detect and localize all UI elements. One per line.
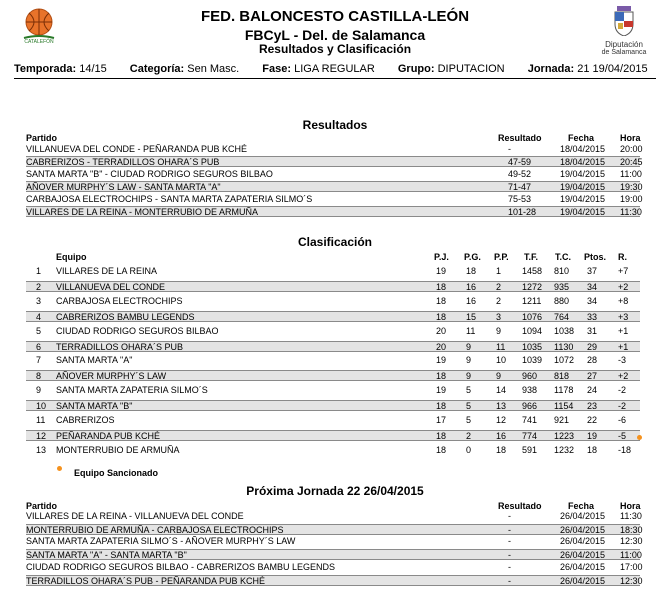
- standing-points-for: 966: [522, 401, 538, 412]
- match-teams: VILLARES DE LA REINA - VILLANUEVA DEL CONDE: [26, 511, 244, 521]
- standing-won: 5: [466, 385, 472, 396]
- standing-points-for: 1458: [522, 266, 543, 276]
- proxima-header-partido: Partido: [26, 501, 58, 511]
- match-teams: SANTA MARTA ZAPATERIA SILMO´S - AÑOVER MURPHY´S LAW: [26, 536, 296, 547]
- diputacion-logo-line1: Diputación: [605, 40, 643, 49]
- match-date: 19/04/2015: [560, 168, 606, 179]
- standing-position: 4: [36, 311, 42, 322]
- standing-streak: -5: [618, 430, 627, 441]
- standing-points-against: 1232: [554, 444, 575, 455]
- standing-row: [26, 341, 640, 352]
- standing-team: CIUDAD RODRIGO SEGUROS BILBAO: [56, 325, 219, 336]
- result-row: [26, 169, 640, 180]
- standing-streak: +1: [618, 341, 629, 352]
- match-teams: TERRADILLOS OHARA´S PUB - PEÑARANDA PUB KCHÉ: [26, 575, 266, 586]
- standing-won: 9: [466, 355, 472, 366]
- standing-points-against: 921: [554, 415, 570, 425]
- standing-points-against: 1130: [554, 341, 574, 352]
- match-score: -: [508, 561, 511, 572]
- standing-points-for: 1039: [522, 355, 543, 366]
- match-date: 19/04/2015: [560, 207, 606, 217]
- resultados-header-fecha: Fecha: [568, 133, 595, 143]
- standing-row: [26, 355, 640, 366]
- standing-streak: +2: [618, 281, 629, 292]
- resultados-header-hora: Hora: [620, 133, 641, 143]
- match-teams: CABRERIZOS - TERRADILLOS OHARA´S PUB: [26, 157, 220, 168]
- standing-position: 8: [36, 371, 42, 382]
- match-date: 18/04/2015: [560, 144, 606, 154]
- result-row: [26, 156, 643, 168]
- federation-logo-text: CATALEFÓN: [24, 39, 54, 45]
- standing-team: VILLANUEVA DEL CONDE: [56, 281, 166, 292]
- standing-team: AÑOVER MURPHY´S LAW: [56, 371, 167, 382]
- standing-won: 15: [466, 311, 477, 322]
- standing-won: 16: [466, 295, 477, 306]
- standing-won: 9: [466, 341, 472, 352]
- standing-played: 18: [436, 371, 447, 382]
- standing-team: SANTA MARTA ZAPATERIA SILMO´S: [56, 385, 208, 396]
- upcoming-match-row: [26, 549, 640, 560]
- upcoming-match-row: [26, 561, 643, 573]
- standing-lost: 12: [496, 415, 507, 425]
- standing-row: [26, 281, 640, 292]
- match-score: 75-53: [508, 193, 532, 204]
- match-date: 26/04/2015: [560, 536, 606, 547]
- result-row: [26, 144, 643, 155]
- standing-played: 19: [436, 266, 447, 276]
- match-score: 71-47: [508, 182, 532, 193]
- standing-points: 27: [587, 371, 598, 382]
- clasificacion-title: Clasificación: [297, 235, 373, 249]
- diputacion-logo-line2: de Salamanca: [601, 49, 647, 56]
- standing-points-against: 880: [554, 295, 570, 306]
- standing-points-for: 938: [522, 385, 538, 396]
- standing-won: 16: [466, 281, 477, 292]
- standing-played: 19: [436, 355, 447, 366]
- standing-points: 31: [587, 325, 598, 336]
- standing-streak: +7: [618, 266, 629, 276]
- standing-team: SANTA MARTA "B": [56, 401, 133, 412]
- standing-lost: 9: [496, 371, 502, 382]
- standing-row: [26, 445, 640, 456]
- fase-value: LIGA REGULAR: [294, 63, 375, 75]
- standing-streak: -3: [618, 355, 627, 366]
- standing-won: 11: [466, 325, 476, 336]
- match-teams: SANTA MARTA "A" - SANTA MARTA "B": [26, 550, 187, 561]
- legend-sanctioned-marker-icon: [57, 466, 62, 471]
- resultados-title: Resultados: [302, 118, 368, 132]
- match-score: -: [508, 511, 511, 521]
- standing-points-against: 1178: [554, 385, 574, 396]
- clasif-header-tf: T.F.: [524, 252, 539, 262]
- document-title: Resultados y Clasificación: [258, 42, 412, 56]
- standing-position: 9: [36, 385, 42, 396]
- match-time: 12:30: [620, 575, 643, 586]
- delegation-title: FBCyL - Del. de Salamanca: [244, 27, 426, 43]
- upcoming-match-row: [26, 511, 640, 522]
- standing-position: 12: [36, 430, 47, 441]
- standing-points: 29: [587, 341, 598, 352]
- standing-row: [26, 326, 640, 337]
- match-time: 18:30: [620, 524, 643, 535]
- standing-played: 18: [436, 295, 447, 306]
- standing-row: [26, 311, 640, 322]
- temporada-label: Temporada:: [14, 63, 77, 75]
- standing-points: 33: [587, 311, 598, 322]
- standing-row: [26, 400, 640, 411]
- standing-lost: 14: [496, 385, 507, 396]
- standing-points: 23: [587, 401, 598, 412]
- result-row: [26, 181, 643, 193]
- proxima-header-resultado: Resultado: [498, 501, 542, 511]
- standing-streak: +1: [618, 325, 629, 336]
- standing-points-against: 1154: [554, 401, 574, 412]
- standing-points: 22: [587, 415, 598, 425]
- match-score: -: [508, 524, 511, 535]
- standing-row: [26, 370, 640, 381]
- standing-played: 20: [436, 325, 447, 336]
- resultados-header-partido: Partido: [26, 133, 58, 143]
- standing-points: 24: [587, 385, 598, 396]
- standing-team: VILLARES DE LA REINA: [56, 266, 158, 276]
- standing-won: 2: [466, 430, 472, 441]
- grupo-label: Grupo:: [397, 63, 435, 75]
- match-date: 26/04/2015: [560, 575, 606, 586]
- match-date: 26/04/2015: [560, 550, 606, 561]
- standing-points-for: 591: [522, 444, 538, 455]
- standing-played: 18: [436, 311, 447, 322]
- standing-streak: -6: [618, 415, 627, 425]
- standing-won: 9: [466, 371, 472, 382]
- match-teams: VILLANUEVA DEL CONDE - PEÑARANDA PUB KCHÉ: [26, 144, 248, 154]
- standing-points-against: 1072: [554, 355, 575, 366]
- proxima-header-fecha: Fecha: [568, 501, 595, 511]
- match-score: 49-52: [508, 168, 532, 179]
- standing-position: 3: [36, 295, 42, 306]
- standing-lost: 13: [496, 401, 507, 412]
- standing-streak: -18: [618, 444, 632, 455]
- standing-points-for: 774: [522, 430, 538, 441]
- upcoming-match-row: [26, 536, 643, 547]
- standing-position: 6: [36, 341, 42, 352]
- standing-points-against: 1038: [554, 325, 575, 336]
- match-teams: AÑOVER MURPHY´S LAW - SANTA MARTA "A": [26, 182, 221, 193]
- standing-row: [26, 266, 640, 277]
- standing-lost: 11: [496, 341, 506, 352]
- categoria-label: Categoría:: [129, 63, 185, 75]
- legend-sanctioned-label: Equipo Sancionado: [74, 468, 159, 478]
- standing-team: MONTERRUBIO DE ARMUÑA: [56, 444, 180, 455]
- match-score: 101-28: [508, 207, 537, 217]
- match-date: 26/04/2015: [560, 561, 606, 572]
- match-time: 19:30: [620, 182, 643, 193]
- resultados-header-resultado: Resultado: [498, 133, 542, 143]
- standing-points-for: 741: [522, 415, 538, 425]
- standing-streak: +3: [618, 311, 629, 322]
- standing-played: 20: [436, 341, 447, 352]
- match-teams: CARBAJOSA ELECTROCHIPS - SANTA MARTA ZAPATERIA SILMO´S: [26, 193, 313, 204]
- clasif-header-tc: T.C.: [555, 252, 572, 262]
- federation-title: FED. BALONCESTO CASTILLA-LEÓN: [200, 8, 470, 25]
- match-time: 19:00: [620, 193, 643, 204]
- clasif-header-pp: P.P.: [494, 252, 509, 262]
- standing-won: 5: [466, 401, 472, 412]
- season-info-bar: [14, 63, 654, 75]
- standing-streak: -2: [618, 385, 627, 396]
- standing-lost: 18: [496, 444, 507, 455]
- standing-points: 19: [587, 430, 598, 441]
- match-score: -: [508, 550, 511, 561]
- categoria-value: Sen Masc.: [187, 63, 240, 75]
- standing-points: 34: [587, 295, 598, 306]
- match-score: -: [508, 144, 511, 154]
- standing-streak: -2: [618, 401, 627, 412]
- clasif-header-pg: P.G.: [464, 252, 481, 262]
- match-score: 47-59: [508, 157, 532, 168]
- proxima-header-hora: Hora: [620, 501, 641, 511]
- match-time: 12:30: [620, 536, 643, 547]
- fase-label: Fase:: [262, 63, 292, 75]
- sanctioned-marker-icon: [637, 435, 642, 440]
- jornada-value: 21 19/04/2015: [577, 63, 648, 75]
- standing-lost: 2: [496, 281, 502, 292]
- standing-team: TERRADILLOS OHARA´S PUB: [56, 341, 184, 352]
- standing-streak: +2: [618, 371, 629, 382]
- standing-won: 18: [466, 266, 477, 276]
- standing-won: 0: [466, 444, 472, 455]
- match-time: 20:00: [620, 144, 643, 154]
- standing-points-for: 960: [522, 371, 538, 382]
- standing-played: 19: [436, 385, 447, 396]
- match-time: 11:30: [620, 207, 642, 217]
- standing-played: 18: [436, 444, 447, 455]
- standing-team: CARBAJOSA ELECTROCHIPS: [56, 295, 183, 306]
- standing-team: PEÑARANDA PUB KCHÉ: [56, 430, 161, 441]
- standing-points-for: 1094: [522, 325, 543, 336]
- standing-position: 1: [36, 266, 42, 276]
- match-date: 18/04/2015: [560, 157, 606, 168]
- match-score: -: [508, 536, 511, 547]
- jornada-label: Jornada:: [527, 63, 575, 75]
- standing-row: [26, 385, 640, 396]
- standing-lost: 2: [496, 295, 502, 306]
- proxima-jornada-title: Próxima Jornada 22 26/04/2015: [246, 484, 424, 498]
- standing-team: SANTA MARTA "A": [56, 355, 133, 366]
- standing-points-for: 1076: [522, 311, 543, 322]
- standing-points-against: 810: [554, 266, 570, 276]
- temporada-value: 14/15: [79, 63, 107, 75]
- match-teams: SANTA MARTA "B" - CIUDAD RODRIGO SEGUROS BILBAO: [26, 168, 273, 179]
- standing-points-against: 818: [554, 371, 570, 382]
- standing-points-for: 1272: [522, 281, 543, 292]
- match-date: 19/04/2015: [560, 193, 606, 204]
- header-divider: [14, 78, 656, 79]
- standing-played: 18: [436, 401, 447, 412]
- standing-position: 11: [36, 415, 46, 425]
- result-row: [26, 206, 640, 217]
- match-score: -: [508, 575, 511, 586]
- standing-lost: 16: [496, 430, 507, 441]
- clasif-header-r: R.: [618, 252, 627, 262]
- standing-lost: 3: [496, 311, 502, 322]
- standing-team: CABRERIZOS BAMBU LEGENDS: [56, 311, 195, 322]
- standing-points-against: 935: [554, 281, 570, 292]
- standing-lost: 1: [496, 266, 502, 276]
- standing-points: 34: [587, 281, 598, 292]
- standing-points: 37: [587, 266, 598, 276]
- standing-lost: 10: [496, 355, 507, 366]
- standing-position: 2: [36, 281, 42, 292]
- upcoming-match-row: [26, 575, 643, 586]
- standing-points: 18: [587, 444, 598, 455]
- clasif-header-pj: P.J.: [434, 252, 449, 262]
- match-time: 11:30: [620, 511, 642, 521]
- standing-position: 13: [36, 444, 47, 455]
- standing-won: 5: [466, 415, 472, 425]
- match-date: 26/04/2015: [560, 511, 606, 521]
- standing-played: 17: [436, 415, 447, 425]
- standing-streak: +8: [618, 295, 629, 306]
- match-teams: CIUDAD RODRIGO SEGUROS BILBAO - CABRERIZOS BAMBU LEGENDS: [26, 561, 336, 572]
- match-teams: VILLARES DE LA REINA - MONTERRUBIO DE ARMUÑA: [26, 207, 259, 217]
- standing-played: 18: [436, 281, 447, 292]
- standing-lost: 9: [496, 325, 502, 336]
- match-date: 19/04/2015: [560, 182, 606, 193]
- upcoming-match-row: [26, 524, 643, 535]
- standing-row: [26, 415, 640, 426]
- grupo-value: DIPUTACION: [437, 63, 505, 75]
- standing-team: CABRERIZOS: [56, 415, 115, 425]
- result-row: [26, 193, 643, 205]
- standing-position: 10: [36, 401, 47, 412]
- standing-row: [26, 430, 640, 441]
- match-teams: MONTERRUBIO DE ARMUÑA - CARBAJOSA ELECTROCHIPS: [26, 524, 284, 535]
- match-time: 17:00: [620, 561, 643, 572]
- standing-row: [26, 296, 640, 307]
- standing-points-for: 1211: [522, 295, 542, 306]
- match-time: 11:00: [620, 168, 642, 179]
- clasif-header-ptos: Ptos.: [584, 252, 607, 262]
- standing-points: 28: [587, 355, 598, 366]
- clasif-header-equipo: Equipo: [56, 252, 87, 262]
- standing-played: 18: [436, 430, 447, 441]
- match-time: 11:00: [620, 550, 642, 561]
- match-date: 26/04/2015: [560, 524, 606, 535]
- match-time: 20:45: [620, 157, 643, 168]
- standing-position: 7: [36, 355, 42, 366]
- standing-points-for: 1035: [522, 341, 543, 352]
- standing-points-against: 764: [554, 311, 570, 322]
- standing-points-against: 1223: [554, 430, 575, 441]
- standing-position: 5: [36, 325, 42, 336]
